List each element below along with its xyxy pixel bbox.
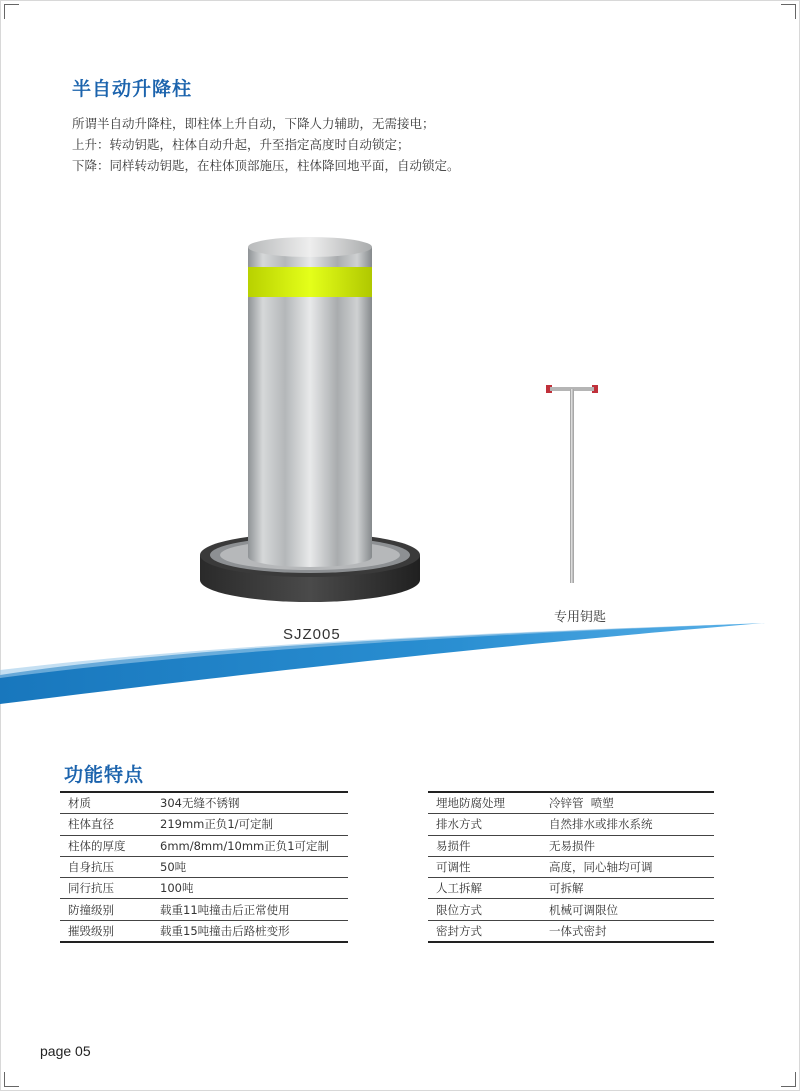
- crop-mark: [781, 4, 796, 19]
- spec-value: 自然排水或排水系统: [541, 814, 714, 835]
- spec-value: 机械可调限位: [541, 899, 714, 920]
- table-row: [428, 920, 714, 942]
- spec-table-right: [428, 791, 714, 943]
- spec-key: 同行抗压: [60, 878, 152, 899]
- table-row: [60, 792, 348, 814]
- bollard-image: [195, 235, 425, 605]
- spec-key: 密封方式: [436, 923, 482, 938]
- spec-value: 高度，同心轴均可调: [541, 856, 714, 877]
- page-title: 半自动升降柱: [72, 78, 193, 100]
- spec-value: 载重15吨撞击后路桩变形: [160, 923, 290, 938]
- blue-swoosh: [0, 600, 800, 720]
- spec-key: 可调性: [428, 856, 541, 877]
- table-row: [60, 878, 348, 899]
- table-row: [60, 856, 348, 877]
- intro-line: 下降：同样转动钥匙，在柱体顶部施压，柱体降回地平面，自动锁定。: [72, 158, 460, 173]
- spec-key: 防撞级别: [60, 899, 152, 920]
- spec-key: 柱体直径: [60, 814, 152, 835]
- spec-value: 100吨: [152, 878, 348, 899]
- spec-key: 易损件: [428, 835, 541, 856]
- spec-key: 排水方式: [428, 814, 541, 835]
- spec-key: 限位方式: [428, 899, 541, 920]
- spec-value: 可拆解: [541, 878, 714, 899]
- spec-key: 摧毁级别: [68, 923, 114, 938]
- spec-key: 材质: [60, 792, 152, 814]
- table-row: [60, 920, 348, 942]
- crop-mark: [781, 1072, 796, 1087]
- table-row: [428, 792, 714, 814]
- table-row: [60, 814, 348, 835]
- spec-value: 219mm正负1/可定制: [152, 814, 348, 835]
- spec-key: 埋地防腐处理: [428, 792, 541, 814]
- spec-key: 柱体的厚度: [60, 835, 152, 856]
- table-row: [60, 899, 348, 920]
- table-row: [428, 835, 714, 856]
- key-image: [540, 380, 610, 590]
- spec-value: 无易损件: [541, 835, 714, 856]
- table-row: [428, 814, 714, 835]
- page-number: page 05: [40, 1043, 91, 1059]
- table-row: [428, 878, 714, 899]
- crop-mark: [4, 4, 19, 19]
- spec-table-left: [60, 791, 348, 943]
- intro-line: 上升：转动钥匙，柱体自动升起，升至指定高度时自动锁定；: [72, 137, 410, 152]
- spec-value: 一体式密封: [549, 923, 607, 938]
- spec-value: 6mm/8mm/10mm正负1可定制: [152, 835, 348, 856]
- spec-value: 载重11吨撞击后正常使用: [152, 899, 348, 920]
- table-row: [60, 835, 348, 856]
- spec-key: 人工拆解: [428, 878, 541, 899]
- spec-value: 50吨: [152, 856, 348, 877]
- intro-line: 所谓半自动升降柱，即柱体上升自动，下降人力辅助，无需接电；: [72, 116, 435, 131]
- spec-value: 304无缝不锈钢: [152, 792, 348, 814]
- spec-key: 自身抗压: [60, 856, 152, 877]
- features-title: 功能特点: [64, 764, 145, 786]
- table-row: [428, 856, 714, 877]
- intro-text: [72, 113, 460, 176]
- key-label: 专用钥匙: [554, 610, 607, 625]
- model-label: SJZ005: [283, 626, 341, 643]
- spec-value: 冷锌管 喷塑: [541, 792, 714, 814]
- table-row: [428, 899, 714, 920]
- crop-mark: [4, 1072, 19, 1087]
